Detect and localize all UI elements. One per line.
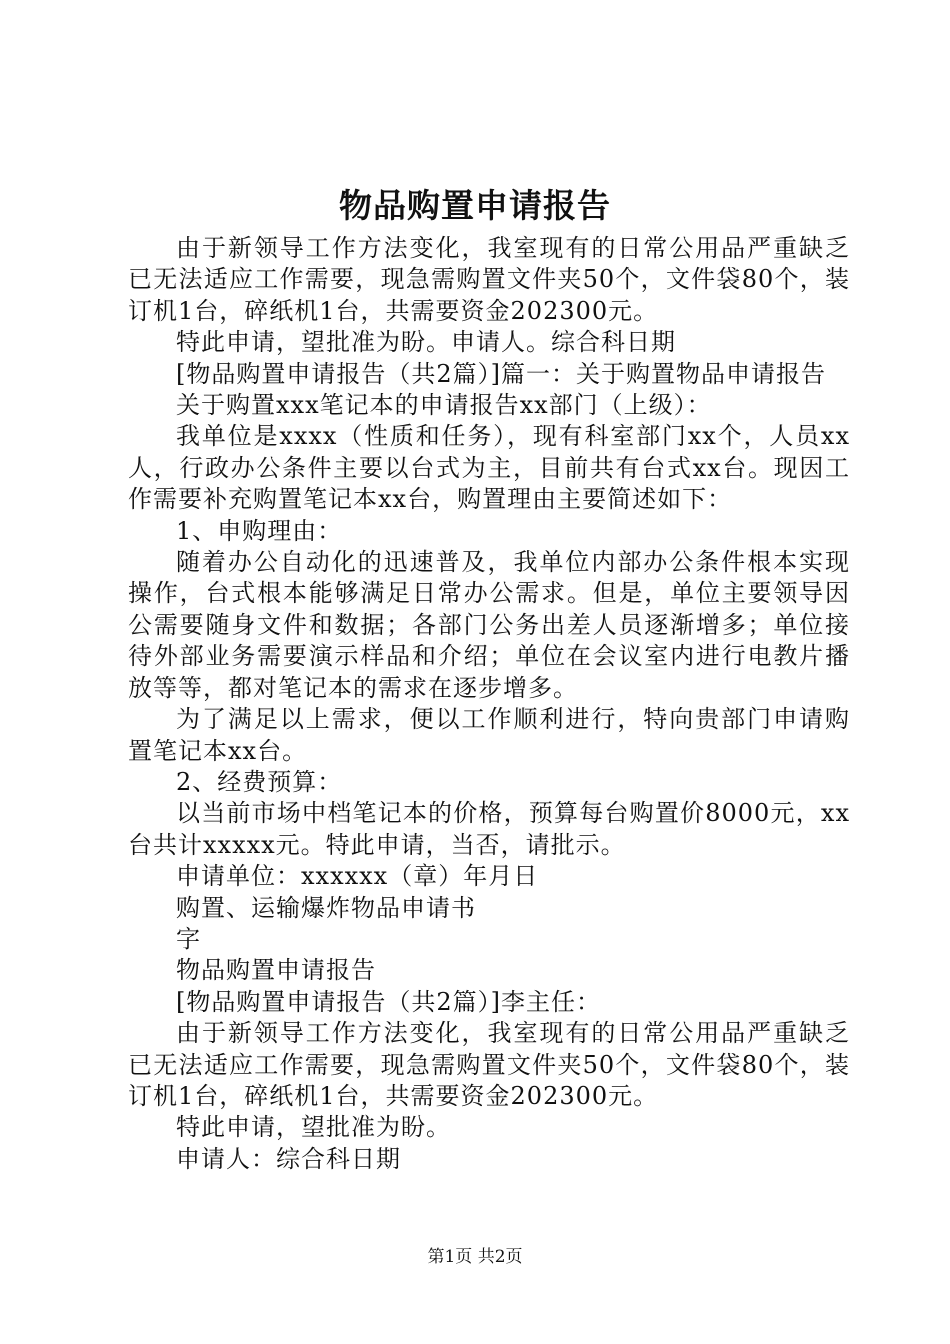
paragraph: 我单位是xxxx（性质和任务），现有科室部门xx个，人员xx人，行政办公条件主要以台式为主，目前共有台式xx台。现因工作需要补充购置笔记本xx台，购置理由主要简述如下： <box>128 422 850 514</box>
paragraph: 随着办公自动化的迅速普及，我单位内部办公条件根本实现操作，台式根本能够满足日常办公需求。但是，单位主要领导因公需要随身文件和数据；各部门公务出差人员逐渐增多；单位接待外部业务需要演示样品和介绍；单位在会议室内进行电教片播放等等，都对笔记本的需求在逐步增多。 <box>128 548 850 702</box>
paragraph: 关于购置xxx笔记本的申请报告xx部门（上级）： <box>176 391 712 420</box>
paragraph: 申请单位：xxxxxx（章）年月日 <box>176 862 539 891</box>
paragraph: 2、经费预算： <box>176 767 343 796</box>
paragraph: 字 <box>176 924 201 953</box>
document-title: 物品购置申请报告 <box>339 186 611 225</box>
paragraph: 特此申请，望批准为盼。申请人。综合科日期 <box>176 328 676 357</box>
paragraph: 由于新领导工作方法变化，我室现有的日常公用品严重缺乏已无法适应工作需要，现急需购置文件夹50个，文件袋80个，装订机1台，碎纸机1台，共需要资金202300元。 <box>128 1019 850 1110</box>
paragraph: 购置、运输爆炸物品申请书 <box>176 893 476 922</box>
paragraph: 物品购置申请报告 <box>176 956 376 985</box>
paragraph: 以当前市场中档笔记本的价格，预算每台购置价8000元，xx台共计xxxxx元。特此申请，当否，请批示。 <box>128 799 850 859</box>
paragraph: 申请人：综合科日期 <box>176 1144 401 1173</box>
paragraph: 1、申购理由： <box>176 516 343 545</box>
paragraph: [物品购置申请报告（共2篇）]李主任： <box>176 987 601 1016</box>
document-body <box>128 233 850 1175</box>
page-number-footer: 第1页 共2页 <box>427 1247 523 1267</box>
paragraph: 为了满足以上需求，便以工作顺利进行，特向贵部门申请购置笔记本xx台。 <box>128 705 850 765</box>
paragraph: [物品购置申请报告（共2篇）]篇一：关于购置物品申请报告 <box>176 359 826 388</box>
paragraph: 特此申请，望批准为盼。 <box>176 1113 451 1142</box>
paragraph: 由于新领导工作方法变化，我室现有的日常公用品严重缺乏已无法适应工作需要，现急需购置文件夹50个，文件袋80个，装订机1台，碎纸机1台，共需要资金202300元。 <box>128 234 850 325</box>
